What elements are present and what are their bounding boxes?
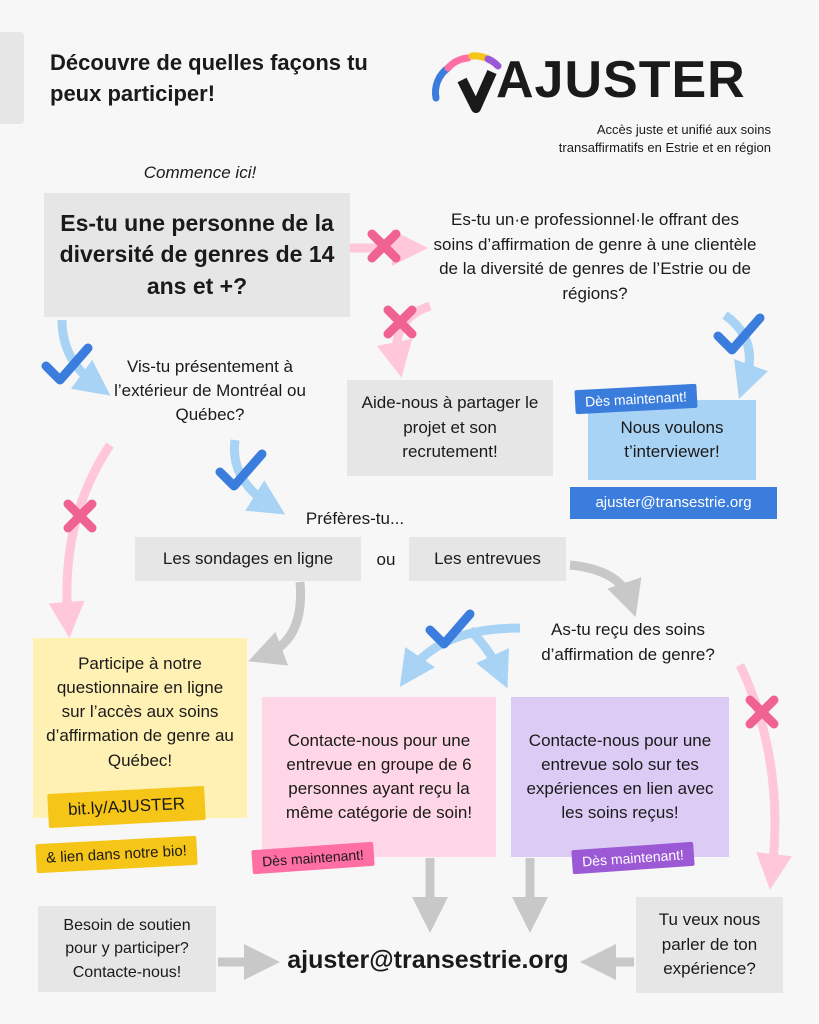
- option-online-surveys[interactable]: [135, 537, 361, 581]
- interview-text: Nous voulons t’interviewer!: [620, 418, 724, 461]
- question-professional: Es-tu un·e professionnel·le offrant des soins d’affirmation de genre à une clientèle de la diversité de genres de l’Estrie ou de régions?: [433, 210, 757, 303]
- option-interviews-label: Les entrevues: [434, 549, 541, 568]
- arrow-received-to-solo: [470, 630, 500, 672]
- option-or: ou: [376, 550, 396, 569]
- survey-link[interactable]: bit.ly/AJUSTER: [47, 786, 206, 828]
- arrow-surveys-to-survey-box: [265, 582, 301, 655]
- solo-interview-text: Contacte-nous pour une entrevue solo sur tes expériences en lien avec les soins reçus!: [526, 730, 714, 823]
- arrow-received-to-talk: [740, 665, 775, 872]
- start-label: Commence ici!: [143, 163, 257, 182]
- group-interview-box: [262, 697, 496, 857]
- share-project-box: [347, 380, 553, 476]
- solo-now-tag: Dès maintenant!: [571, 842, 694, 874]
- arrow-outside-to-survey: [67, 445, 110, 620]
- question-received-care: As-tu reçu des soins d’affirmation de genre?: [541, 620, 715, 664]
- share-project-text: Aide-nous à partager le projet et son recrutement!: [361, 393, 539, 462]
- question-gender-diversity: [44, 193, 350, 317]
- logo-text: AJUSTER: [496, 51, 746, 109]
- arrow-received-to-group: [410, 628, 520, 672]
- subtitle-line-1: Accès juste et unifié aux soins: [596, 122, 771, 137]
- support-box: [38, 906, 216, 992]
- support-text: Besoin de soutien pour y participer? Contacte-nous!: [63, 917, 191, 981]
- option-online-surveys-label: Les sondages en ligne: [162, 549, 334, 568]
- survey-text: Participe à notre questionnaire en ligne sur l’accès aux soins d’affirmation de genre au Québec!: [46, 654, 234, 770]
- group-interview-text: Contacte-nous pour une entrevue en groupe de 6 personnes ayant reçu la même catégorie de soin!: [285, 730, 473, 823]
- question-gender-diversity-text: Es-tu une personne de la diversité de genres de 14 ans et +?: [59, 210, 335, 299]
- prefer-label: Préfères-tu...: [305, 509, 405, 528]
- talk-experience-text: Tu veux nous parler de ton expérience?: [658, 910, 761, 979]
- option-interviews[interactable]: [409, 537, 566, 581]
- arrow-outside-to-prefer: [234, 440, 270, 505]
- question-outside-city: Vis-tu présentement à l’extérieur de Montréal ou Québec?: [114, 357, 306, 424]
- page-title: Découvre de quelles façons tu peux participer!: [50, 50, 368, 106]
- survey-bio-link[interactable]: & lien dans notre bio!: [35, 836, 197, 873]
- subtitle-line-2: transaffirmatifs en Estrie et en région: [558, 140, 771, 155]
- group-now-tag: Dès maintenant!: [251, 842, 374, 874]
- interview-now-tag: Dès maintenant!: [574, 384, 697, 414]
- solo-interview-box: [511, 697, 729, 857]
- main-email-link[interactable]: ajuster@transestrie.org: [287, 946, 569, 974]
- arrow-interviews-to-received: [570, 565, 630, 600]
- talk-experience-box: [636, 897, 783, 993]
- interview-email-link[interactable]: ajuster@transestrie.org: [570, 487, 777, 519]
